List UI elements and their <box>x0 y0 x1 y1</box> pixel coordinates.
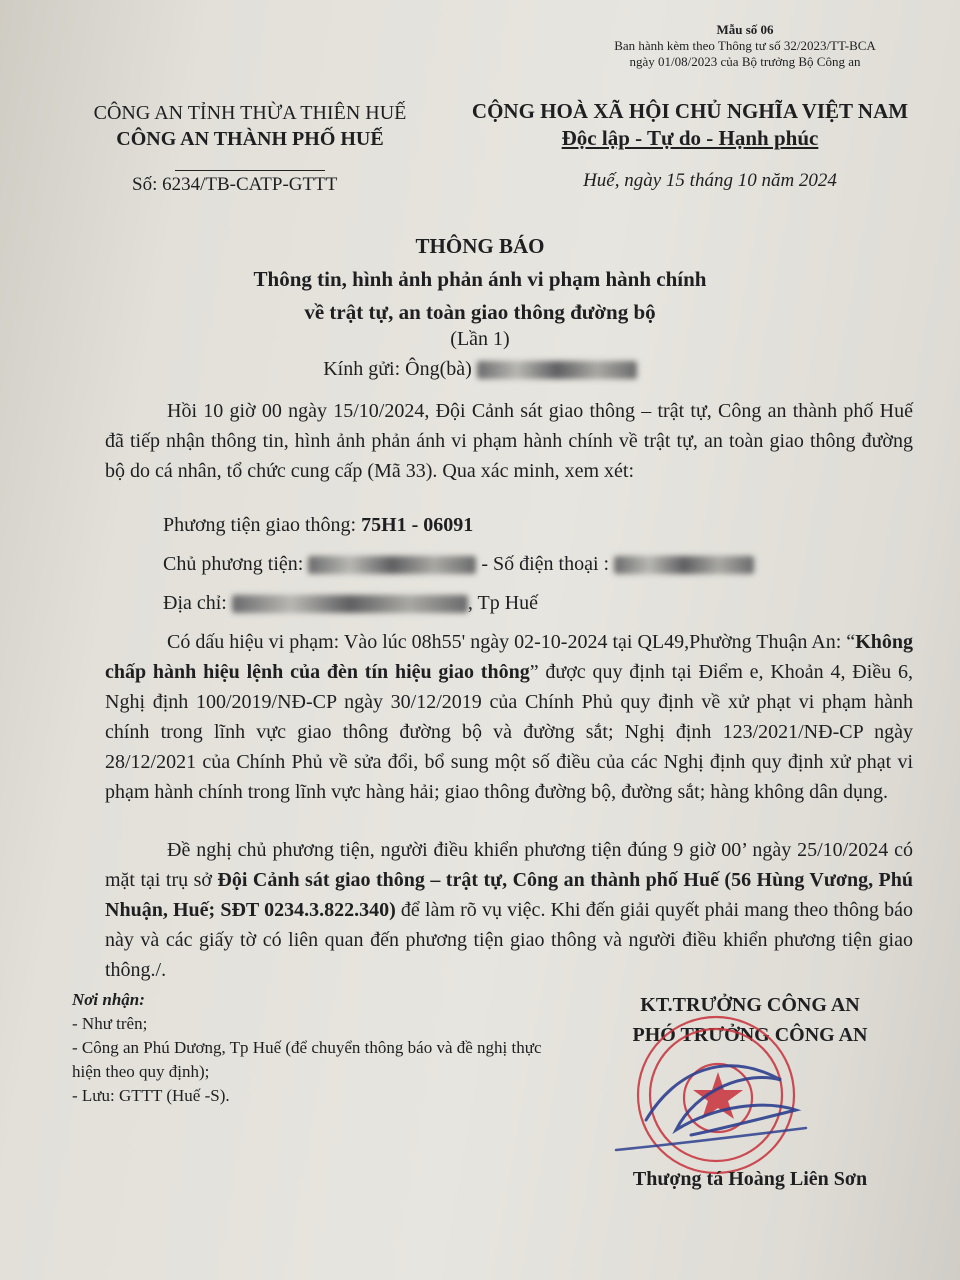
recipient-item: - Như trên; <box>72 1014 148 1033</box>
redacted-name <box>477 361 637 379</box>
vehicle-plate: 75H1 - 06091 <box>361 514 474 536</box>
request-location: Đội Cảnh sát giao thông – trật tự, Công an thành phố Huế (56 Hùng Vương, Phú Nhuận, Huế; SĐT 0234.3.822.340) <box>105 869 914 921</box>
owner-line <box>163 553 754 576</box>
form-number: Mẫu số 06 <box>716 22 774 37</box>
title-sub1: Thông tin, hình ảnh phản ánh vi phạm hành chính <box>253 267 707 291</box>
request-instructions: để làm rõ vụ việc. Khi đến giải quyết phải mang theo thông báo này và các giấy tờ có liên quan đến phương tiện giao thông và người điều khiển phương tiện giao thông./. <box>105 899 914 981</box>
recipients-block <box>72 988 542 1108</box>
paragraph-violation <box>105 627 913 807</box>
form-reference <box>560 22 930 70</box>
form-issued-line1: Ban hành kèm theo Thông tư số 32/2023/TT-BCA <box>614 38 876 53</box>
vehicle-label: Phương tiện giao thông: <box>163 514 362 536</box>
address-label: Địa chỉ: <box>163 592 232 614</box>
org-underline <box>175 170 325 171</box>
recipient-item: - Lưu: GTTT (Huế -S). <box>72 1086 230 1105</box>
redacted-phone <box>614 556 754 574</box>
signature-title2: PHÓ TRƯỞNG CÔNG AN <box>632 1024 868 1046</box>
owner-label: Chủ phương tiện: <box>163 553 309 575</box>
title-main: THÔNG BÁO <box>415 234 545 258</box>
form-issued-line2: ngày 01/08/2023 của Bộ trưởng Bộ Công an <box>629 54 861 69</box>
signer-name: Thượng tá Hoàng Liên Sơn <box>632 1168 868 1190</box>
nation-motto: Độc lập - Tự do - Hạnh phúc <box>561 126 819 150</box>
addressee-line <box>0 358 960 381</box>
recipients-heading: Nơi nhận: <box>72 990 145 1009</box>
document-number: Số: 6234/TB-CATP-GTTT <box>132 174 338 195</box>
org-name: CÔNG AN THÀNH PHỐ HUẾ <box>116 128 384 150</box>
violation-description: Không chấp hành hiệu lệnh của đèn tín hiệu giao thông <box>105 631 913 683</box>
violation-legal-basis: ” được quy định tại Điểm e, Khoản 4, Điều 6, Nghị định 100/2019/NĐ-CP ngày 30/12/2019 của Chính Phủ quy định về xử phạt vi phạm hành chính trong lĩnh vực giao thông đường bộ và đường sắt; Nghị định 123/2021/NĐ-CP ngày 28/12/2021 của Chính Phủ về sửa đổi, bổ sung một số điều của các Nghị định quy định xử phạt vi phạm hành chính trong lĩnh vực hàng hải; giao thông đường bộ, đường sắt; hàng không dân dụng. <box>105 661 913 803</box>
official-stamp-icon <box>606 1010 816 1180</box>
org-parent: CÔNG AN TỈNH THỪA THIÊN HUẾ <box>93 102 407 124</box>
document-title <box>0 230 960 329</box>
recipient-item: - Công an Phú Dương, Tp Huế (để chuyển thông báo và đề nghị thực hiện theo quy định); <box>72 1038 542 1081</box>
vehicle-line <box>163 514 473 537</box>
paragraph-request <box>105 835 913 985</box>
phone-label: - Số điện thoại : <box>476 553 615 575</box>
paragraph-intro: Hồi 10 giờ 00 ngày 15/10/2024, Đội Cảnh sát giao thông – trật tự, Công an thành phố Huế đã tiếp nhận thông tin, hình ảnh phản ánh vi phạm hành chính về trật tự, an toàn giao thông đường bộ do cá nhân, tổ chức cung cấp (Mã 33). Qua xác minh, xem xét: <box>105 400 913 482</box>
title-sub2: về trật tự, an toàn giao thông đường bộ <box>304 300 656 324</box>
request-intro: Đề nghị chủ phương tiện, người điều khiển phương tiện đúng 9 giờ 00’ ngày 25/10/2024 có mặt tại trụ sở <box>105 839 913 891</box>
signature-title1: KT.TRƯỞNG CÔNG AN <box>640 994 860 1016</box>
national-header <box>455 98 925 152</box>
redacted-address <box>232 595 468 613</box>
violation-intro: Có dấu hiệu vi phạm: Vào lúc 08h55' ngày 02-10-2024 tại QL49,Phường Thuận An: “ <box>167 631 856 653</box>
occurrence-label: (Lần 1) <box>450 328 510 350</box>
place-date: Huế, ngày 15 tháng 10 năm 2024 <box>583 170 837 191</box>
address-city: , Tp Huế <box>467 592 539 614</box>
address-line <box>163 592 538 615</box>
nation-name: CỘNG HOÀ XÃ HỘI CHỦ NGHĨA VIỆT NAM <box>471 99 909 123</box>
issuing-organization <box>60 100 440 178</box>
addressee-label: Kính gửi: Ông(bà) <box>323 358 472 380</box>
redacted-owner <box>308 556 476 574</box>
